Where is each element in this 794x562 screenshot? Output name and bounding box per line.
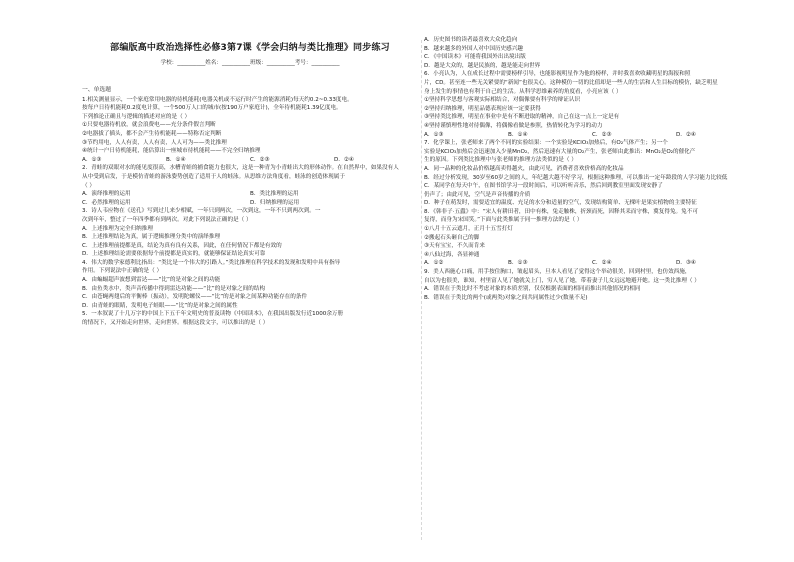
question-line: 7．化学课上，张老师来了两个不同的实验结果：一个实验是KClO₃加热后，有O₂气体产生；另一个	[424, 140, 668, 147]
question-5-options	[424, 36, 760, 70]
answer-options	[424, 131, 760, 140]
option-a[interactable]: A．演绎推理的运用	[82, 191, 131, 198]
question-7	[424, 139, 760, 208]
student-info-line: 学校：__________姓名：__________班级：__________考号：__________	[160, 60, 340, 66]
question-line: ④坚持谨慎理性地对待偶像，将偶像看做是参照，热情转化为学习的动力	[424, 122, 603, 129]
right-column	[424, 36, 760, 302]
question-line: 实验是KClO₃加热后会迅速加入少量MnO₂，然后迅速有大量的O₂产生，张老师由此推出：MnO₂是O₂的催化产	[424, 148, 696, 155]
question-1	[82, 96, 418, 165]
answer-options	[82, 156, 418, 165]
question-line: ①八月十五云遮月，正月十五雪打灯	[424, 226, 513, 233]
section-heading: 一、单选题	[82, 87, 111, 93]
option-b[interactable]: B．越来越多的外国人对中国历史感兴趣	[424, 45, 523, 52]
option-c[interactable]: C．②③	[592, 131, 612, 138]
answer-options	[424, 259, 760, 268]
option-a[interactable]: A．错误在于类比时不考虑对象的本质差别，仅仅根据表面的相同而推出其他情况的相同	[424, 286, 641, 293]
option-d[interactable]: D．由青蛙的眼睛，发明电子蛙眼——“比”的是对象之间的属性	[82, 302, 238, 309]
question-9	[424, 268, 760, 302]
option-a[interactable]: A．①②	[424, 260, 444, 267]
option-b[interactable]: B．①③	[508, 260, 528, 267]
option-d[interactable]: D．上述推理结论需要依据每个前提都是真实的，就能够保证结论真实可靠	[82, 251, 266, 258]
question-4	[82, 259, 418, 311]
option-a[interactable]: A．①③	[82, 156, 102, 163]
question-line: 次到年年，整过了一年四季都有到两次。对此下列说法正确的是（ ）	[82, 216, 252, 223]
option-c-continued: 仍声了；由此可见，空气是声音传播的介质	[424, 191, 531, 198]
question-line: 下列推论正确且与逻辑的描述对应的是（ ）	[82, 113, 191, 120]
option-b[interactable]: B．错误在于类比的两个(或两类)对象之间共同属性过少(数量不足)	[424, 294, 588, 301]
answer-options	[82, 199, 418, 208]
question-line: 自以为也很美，谁知，村里富人见了她就关上门，穷人见了她，带着妻子儿女远远地避开她。这一类比推理（ ）	[424, 277, 700, 284]
question-8	[424, 208, 760, 268]
question-line: ②电器拔了插头，都不会产生待机能耗——特称否定判断	[82, 130, 222, 137]
question-line: 片，CD。甚至连一些无关紧要的“新闻”也很关心。这种模仿一切的比值却是一些人的生活和人生目标的模仿，缺乏明星	[424, 79, 718, 86]
question-line: 3．诗人韦应物在《送孔》写到过儿来少相赋，一年只到两次，一次到这，一年不只到两次到。一	[82, 208, 321, 215]
option-d[interactable]: D．种子在萌发时，需要适宜的温度、充足的水分和适量的空气，发现结构简单、无棵叶是果实植物的主要特征	[424, 200, 697, 207]
option-b[interactable]: B．上述推理结论为真，属于逻辑推理分类中的演绎推理	[82, 234, 221, 241]
question-line: 作用。下列说法中正确的是（ ）	[82, 268, 163, 275]
question-line: ④八仙过海，各显神通	[424, 251, 480, 258]
option-c[interactable]: C．由苍蝇两翅后的平衡棒（振动），发明陀螺仪——“比”的是对象之间某种功能存在的条件	[82, 294, 308, 301]
question-2	[82, 164, 418, 207]
question-line: ①只要电器待机放，就会浪费电——充分条件假言判断	[82, 122, 216, 129]
option-d[interactable]: D．②④	[334, 156, 354, 163]
page-title: 部编版高中政治选择性必修3第7课《学会归纳与类比推理》同步练习	[110, 43, 390, 53]
option-c[interactable]: C．②③	[250, 156, 270, 163]
question-line: （ ）	[82, 182, 95, 189]
question-line: 8．《韩非子·五蠹》中：“宋人有耕田者，田中有株，兔走触株，折颈而死，因释其耒而守株，冀复得兔。兔不可	[424, 208, 698, 215]
option-b[interactable]: B．由鱼类水中，类声音传播中得到雷达功能——“比”的是对象之间的结构	[82, 285, 266, 292]
question-line: 4．伟大的数学家德利比指出：“类比是一个伟大的引路人。”类比推理在科学技术的发现和发明中具有指导	[82, 259, 341, 266]
option-a[interactable]: A．上述推理为完全归纳推理	[82, 225, 153, 232]
question-line: 的情况下，又开始走向世界，走向世界。根据这段文字，可以推出的是（ ）	[82, 320, 269, 327]
question-line: 5．一本叙说了十几万字的中国上下五千年文明史的普及读物《中国读本》，在我国出版发行近1000余万册	[82, 311, 344, 318]
question-line: ②坚持归纳推理，明星品德表现应该一定要获得	[424, 105, 541, 112]
question-5	[82, 310, 418, 327]
option-b[interactable]: B．经过分析发现，30岁至60岁之间的人，年纪越大越不好学习，根据这种推理，可以推出一定年龄段的人学习能力比较低	[424, 174, 728, 181]
option-a[interactable]: A．①③	[424, 131, 444, 138]
column-divider	[421, 40, 422, 540]
option-c[interactable]: C．《中国读本》可能将我国外出出境出版	[424, 54, 526, 61]
question-line: 按每户日待机能耗0.2度电计算，一个500万人口的城市(按190万户家庭计)，全年待机能耗1.39亿度电。	[82, 105, 342, 112]
question-line: 身上发生的事情也有利于自己的生活。从科学思维素养的角度看，小亮应该（ ）	[424, 88, 622, 95]
left-column	[82, 86, 418, 328]
option-c[interactable]: C．上述推理前提都是真，结论为真有良有关系，因此，在任何情况下都是有效的	[82, 242, 282, 249]
option-b[interactable]: B．类比推理的运用	[250, 191, 299, 198]
option-b[interactable]: B．①④	[508, 131, 528, 138]
question-3	[82, 207, 418, 259]
option-a[interactable]: A．历史图书的读者最喜欢大众化趋向	[424, 37, 518, 43]
option-a[interactable]: A．同一品种的化妆品价格越高卖得越火，由此可见，消费者喜欢价格高的化妆品	[424, 165, 624, 172]
option-d[interactable]: D．③④	[676, 260, 696, 267]
question-line: ②搬起石头砸自己的脚	[424, 234, 480, 241]
option-d[interactable]: D．归纳推理的运用	[250, 199, 300, 206]
question-line: ④统计一户日待机能耗，能估算出一座城市待机能耗——不完全归纳推理	[82, 148, 261, 155]
question-line: ③天有宝宝，不久而肯来	[424, 243, 485, 250]
option-a[interactable]: A．由蝙蝠超声波想到雷达——“比”的是对象之间的功能	[82, 277, 221, 284]
question-line: 9．美人西施心口痛，用手按住胸口，皱起眉头，旦本人看见了觉得这个举动很美，回到村里，也仿效西施，	[424, 269, 691, 276]
option-c[interactable]: C．某同学在每天中午，在图书馆学习一段时间后，可以听听音乐，然后回到教室里面发现安静了	[424, 183, 663, 190]
answer-options	[82, 190, 418, 199]
question-line: 2．青蛙的双眼对水的能见度很高，水槽青蛙的捕食能力也很大，这是一种青为小青蛙出大的形体动作。在自然界中，如果没有人	[82, 165, 399, 172]
question-line: 6．小亮认为，人在成长过程中需要榜样引导，也能影视明星作为他的榜样，并时我喜欢收藏明星的海报和照	[424, 71, 691, 78]
question-line: ③节约用电，人人有责，人人有责，人人可为——类比推理	[82, 139, 227, 146]
option-c[interactable]: C．必然推理的运用	[82, 199, 131, 206]
option-d[interactable]: D．越是大众的，越是民族的，越是能走向世界	[424, 62, 541, 69]
question-line: 复得，而身为宋国笑。”下面与此类推属于同一推理方法的是（ ）	[424, 217, 583, 224]
question-line: 从中受到启发，于是模仿青蛙的游泳姿势创造了适用于人的蛙泳。从思维方法角度看，蛙泳的创造体现属于	[82, 173, 345, 180]
question-6	[424, 70, 760, 139]
option-c[interactable]: C．②④	[592, 260, 612, 267]
question-line: ③坚持类比推理，明星在事业中是有不断进取的精神，自己在这一点上一定是有	[424, 114, 620, 121]
option-b[interactable]: B．①④	[166, 156, 186, 163]
question-line: ①坚持科学思想与客观实际相结合，对偶像要有科学的辩证认识	[424, 97, 581, 104]
question-line: 生的原因。下列类比推理中与张老师的推理方法类似的是（ ）	[424, 157, 577, 164]
option-d[interactable]: D．②④	[676, 131, 696, 138]
question-line: 1.相关测量显示，一个家庭常用电器的待机能耗(电器关机或不运行时产生的能源消耗)每天约0.2~0.33度电。	[82, 96, 353, 103]
